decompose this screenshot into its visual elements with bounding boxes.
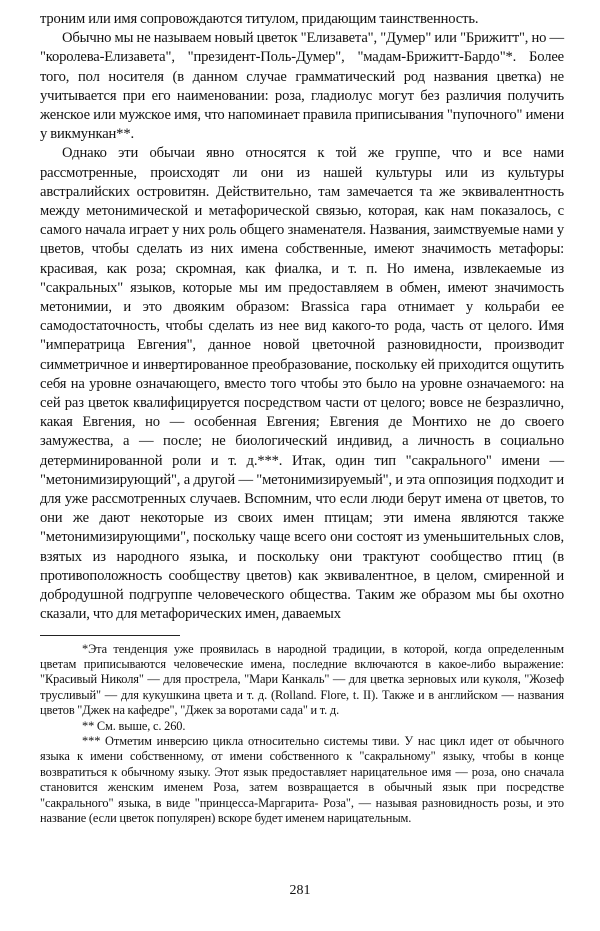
footnote-2: ** См. выше, с. 260.: [82, 718, 186, 733]
paragraph-flower-names: Обычно мы не называем новый цветок "Елизавета", "Думер" или "Брижитт", но — "королева-Елизавета", "президент-Поль-Думер", "мадам-Брижитт-Бардо"*. Более того, пол носителя (в данном случае грамматический род названия цветка) не учитывается при его наименовании: роза, гладиолус могут без различия получить женское или мужское имя, что напоминает правила приписывания "пупочного" имени у викмункан**.: [40, 30, 564, 143]
book-page: [40, 10, 564, 826]
footnote-1: *Эта тенденция уже проявилась в народной традиции, в которой, когда определенным цветам приписываются человеческие имена, последние включаются в какое-либо выражение: "Красивый Николя" — для прострела, "Мари Канкаль" — для цветка зерновых или куколя, "Жозеф трусливый" — для кукушкина цвета и т. д. (Rolland. Flore, t. II). Также и в английском — названия цветов "Джек на кафедре", "Джек за воротами сада" и т. д.: [40, 641, 564, 718]
main-text: [40, 10, 564, 625]
paragraph-metonymy: Однако эти обычаи явно относятся к той же группе, что и все нами рассмотренные, происходят ли они из нашей культуры или из культуры австралийских островитян. Действительно, там замечается та же эквивалентность между метонимической и метафорической связью, которая, как нам показалось, с самого начала играет у них роль общего знаменателя. Названия, заимствуемые нами у цветов, чтобы сделать из них имена собственные, имеют значимость метафоры: красивая, как роза; скромная, как фиалка, и т. п. Но имена, извлекаемые из "сакральных" языков, которые мы им предоставляем в обмен, имеют значимость метонимии, и это двояким образом: Brassica гара отнимает у кольраби ее самодостаточность, чтобы сделать из нее вид какого-то рода, часть от целого. Имя "императрица Евгения", данное новой цветочной разновидности, производит симметричное и инвертированное преобразование, поскольку ей приходится ощутить себя на уровне означающего, вместо того чтобы это было на уровне означаемого: на сей раз цветок квалифицируется посредством части от целого; вовсе не безразлично, какая Евгения, но — особенная Евгения; Евгения де Монтихо не до своего замужества, а — после; не биологический индивид, а личность в социально детерминированной роли и т. д.***. Итак, один тип "сакрального" имени — "метонимизирующий", а другой — "метонимизируемый", и эта оппозиция подходит и для уже рассмотренных случаев. Вспомним, что если люди берут имена от цветов, то они же дают некоторые из своих имен птицам; эти имена являются также "метонимизирующими", поскольку чаще всего они состоят из уменьшительных слов, взятых из народного языка, и поскольку они трактуют сообщество птиц (в противоположность сообществу цветов) как эквивалентное, в целом, смиренной и добродушной подгруппе человеческого общества. Таким же образом мы бы охотно сказали, что для метафорических имен, даваемых: [40, 145, 564, 623]
page-number: 281: [289, 883, 311, 898]
footnote-divider: [40, 635, 180, 636]
footnote-3: *** Отметим инверсию цикла относительно системы тиви. У нас цикл идет от обычного языка к имени собственному, от имени собственного к "сакральному" языку, чтобы в конце возвратиться к обычному языку. Этот язык предоставляет нарицательное имя — роза, оно сначала становится женским именем Роза, затем возвращается в обычный язык при посредстве "сакрального" языка, в виде "принцесса-Маргарита- Роза", — называя разновидность розы, и это название (если цветок популярен) вскоре будет именем нарицательным.: [40, 733, 564, 825]
paragraph-continuation: троним или имя сопровождаются титулом, придающим таинственность.: [40, 11, 479, 27]
footnotes: [40, 642, 564, 827]
